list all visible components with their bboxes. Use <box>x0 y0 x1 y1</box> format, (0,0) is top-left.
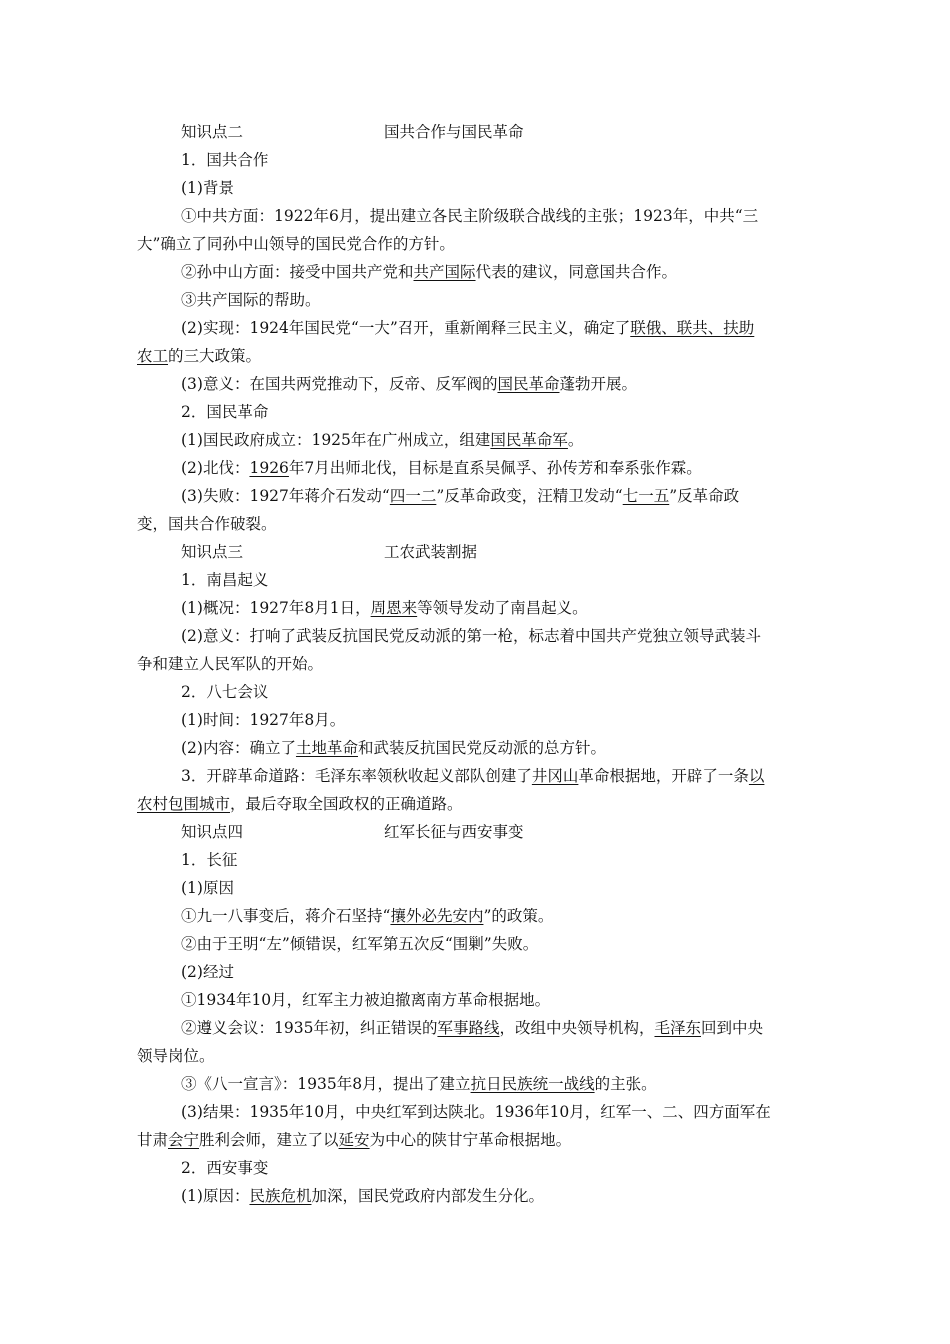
text-segment: ②遵义会议：1935年初，纠正错误的 <box>181 1019 438 1037</box>
text-segment: (2)北伐： <box>181 459 250 477</box>
text-segment: (1)国民政府成立：1925年在广州成立，组建 <box>181 431 491 449</box>
section-heading <box>137 118 817 146</box>
underlined-answer: 四一二 <box>389 487 437 505</box>
underlined-answer: 以 <box>748 767 765 785</box>
text-line <box>137 454 817 482</box>
section-heading <box>137 818 817 846</box>
text-line <box>137 594 817 622</box>
text-segment: 2．八七会议 <box>181 683 269 701</box>
text-segment: ③《八一宣言》：1935年8月，提出了建立 <box>181 1075 471 1093</box>
text-line <box>137 622 817 650</box>
underlined-answer: 国民革命军 <box>490 431 568 449</box>
underlined-answer: 毛泽东 <box>654 1019 701 1037</box>
text-segment: ”反革命政变，汪精卫发动“ <box>436 487 623 505</box>
text-line <box>137 566 817 594</box>
text-line <box>137 230 817 258</box>
text-segment: 和武装反抗国民党反动派的总方针。 <box>357 739 606 757</box>
text-segment: 甘肃 <box>137 1131 169 1149</box>
text-segment: 3．开辟革命道路：毛泽东率领秋收起义部队创建了 <box>181 767 532 785</box>
text-line <box>137 342 817 370</box>
text-segment: 蓬勃开展。 <box>559 375 637 393</box>
text-segment: (1)原因： <box>181 1187 250 1205</box>
text-line <box>137 426 817 454</box>
text-segment: 1．国共合作 <box>181 151 269 169</box>
text-line <box>137 846 817 874</box>
text-segment: 。 <box>567 431 584 449</box>
text-segment: 加深，国民党政府内部发生分化。 <box>311 1187 544 1205</box>
text-segment: ①九一八事变后，蒋介石坚持“ <box>181 907 391 925</box>
text-segment: (3)失败：1927年蒋介石发动“ <box>181 487 390 505</box>
section-title: 工农武装割据 <box>384 543 478 561</box>
underlined-answer: 农村包围城市 <box>137 795 231 813</box>
section-label: 知识点三 <box>181 543 244 561</box>
section-heading <box>137 538 817 566</box>
text-line <box>137 1070 817 1098</box>
underlined-answer: 抗日民族统一战线 <box>470 1075 595 1093</box>
text-segment: ①中共方面：1922年6月，提出建立各民主阶级联合战线的主张；1923年，中共“三 <box>181 207 759 225</box>
text-segment: 大”确立了同孙中山领导的国民党合作的方针。 <box>137 235 455 253</box>
underlined-answer: 1926 <box>249 459 289 477</box>
text-segment: (2)内容：确立了 <box>181 739 296 757</box>
text-segment: (2)经过 <box>181 963 234 981</box>
text-line <box>137 1126 817 1154</box>
text-line <box>137 762 817 790</box>
text-segment: 2．西安事变 <box>181 1159 269 1177</box>
text-segment: 的主张。 <box>594 1075 657 1093</box>
text-segment: (1)背景 <box>181 179 234 197</box>
text-line <box>137 146 817 174</box>
text-segment: ①1934年10月，红军主力被迫撤离南方革命根据地。 <box>181 991 551 1009</box>
underlined-answer: 国民革命 <box>497 375 560 393</box>
text-segment: (1)时间：1927年8月。 <box>181 711 346 729</box>
text-segment: ②由于王明“左”倾错误，红军第五次反“围剿”失败。 <box>181 935 539 953</box>
text-segment: 等领导发动了南昌起义。 <box>417 599 588 617</box>
text-segment: 代表的建议，同意国共合作。 <box>475 263 678 281</box>
section-label: 知识点四 <box>181 823 244 841</box>
text-segment: 2．国民革命 <box>181 403 269 421</box>
text-segment: 1．南昌起义 <box>181 571 269 589</box>
underlined-answer: 军事路线 <box>437 1019 500 1037</box>
text-segment: ，最后夺取全国政权的正确道路。 <box>230 795 463 813</box>
text-line <box>137 1182 817 1210</box>
underlined-answer: 农工 <box>137 347 169 365</box>
text-line <box>137 314 817 342</box>
text-segment: 1．长征 <box>181 851 238 869</box>
text-line <box>137 650 817 678</box>
document-page <box>137 118 817 1210</box>
text-segment: ”的政策。 <box>483 907 554 925</box>
text-line <box>137 398 817 426</box>
text-line <box>137 734 817 762</box>
text-line <box>137 790 817 818</box>
text-segment: (1)概况：1927年8月1日， <box>181 599 371 617</box>
text-line <box>137 986 817 1014</box>
text-line <box>137 930 817 958</box>
text-line <box>137 370 817 398</box>
underlined-answer: 联俄、联共、扶助 <box>630 319 755 337</box>
text-line <box>137 510 817 538</box>
text-line <box>137 258 817 286</box>
text-line <box>137 1014 817 1042</box>
underlined-answer: 七一五 <box>622 487 670 505</box>
text-line <box>137 1098 817 1126</box>
text-segment: 领导岗位。 <box>137 1047 215 1065</box>
underlined-answer: 周恩来 <box>370 599 418 617</box>
text-line <box>137 874 817 902</box>
text-line <box>137 958 817 986</box>
text-line <box>137 286 817 314</box>
underlined-answer: 延安 <box>338 1131 370 1149</box>
underlined-answer: 会宁 <box>168 1131 200 1149</box>
text-segment: 的三大政策。 <box>168 347 262 365</box>
section-title: 红军长征与西安事变 <box>384 823 524 841</box>
text-segment: 变，国共合作破裂。 <box>137 515 277 533</box>
underlined-answer: 攘外必先安内 <box>390 907 484 925</box>
text-segment: (3)结果：1935年10月，中央红军到达陕北。1936年10月，红军一、二、四方面军在 <box>181 1103 771 1121</box>
text-segment: 革命根据地，开辟了一条 <box>578 767 749 785</box>
text-segment: 争和建立人民军队的开始。 <box>137 655 324 673</box>
text-segment: ②孙中山方面：接受中国共产党和 <box>181 263 414 281</box>
text-line <box>137 1042 817 1070</box>
underlined-answer: 井冈山 <box>531 767 579 785</box>
text-segment: 胜利会师，建立了以 <box>199 1131 339 1149</box>
text-segment: ，改组中央领导机构， <box>499 1019 655 1037</box>
text-segment: (3)意义：在国共两党推动下，反帝、反军阀的 <box>181 375 498 393</box>
text-line <box>137 902 817 930</box>
text-segment: (1)原因 <box>181 879 234 897</box>
text-line <box>137 174 817 202</box>
text-segment: ”反革命政 <box>669 487 740 505</box>
text-segment: 年7月出师北伐，目标是直系吴佩孚、孙传芳和奉系张作霖。 <box>288 459 702 477</box>
underlined-answer: 土地革命 <box>295 739 358 757</box>
text-line <box>137 678 817 706</box>
text-segment: (2)实现：1924年国民党“一大”召开，重新阐释三民主义，确定了 <box>181 319 631 337</box>
text-line <box>137 1154 817 1182</box>
text-segment: 回到中央 <box>701 1019 764 1037</box>
underlined-answer: 民族危机 <box>249 1187 312 1205</box>
text-segment: ③共产国际的帮助。 <box>181 291 321 309</box>
section-label: 知识点二 <box>181 123 244 141</box>
text-segment: (2)意义：打响了武装反抗国民党反动派的第一枪，标志着中国共产党独立领导武装斗 <box>181 627 761 645</box>
text-line <box>137 706 817 734</box>
text-segment: 为中心的陕甘宁革命根据地。 <box>369 1131 572 1149</box>
underlined-answer: 共产国际 <box>413 263 476 281</box>
text-line <box>137 482 817 510</box>
text-line <box>137 202 817 230</box>
section-title: 国共合作与国民革命 <box>384 123 524 141</box>
